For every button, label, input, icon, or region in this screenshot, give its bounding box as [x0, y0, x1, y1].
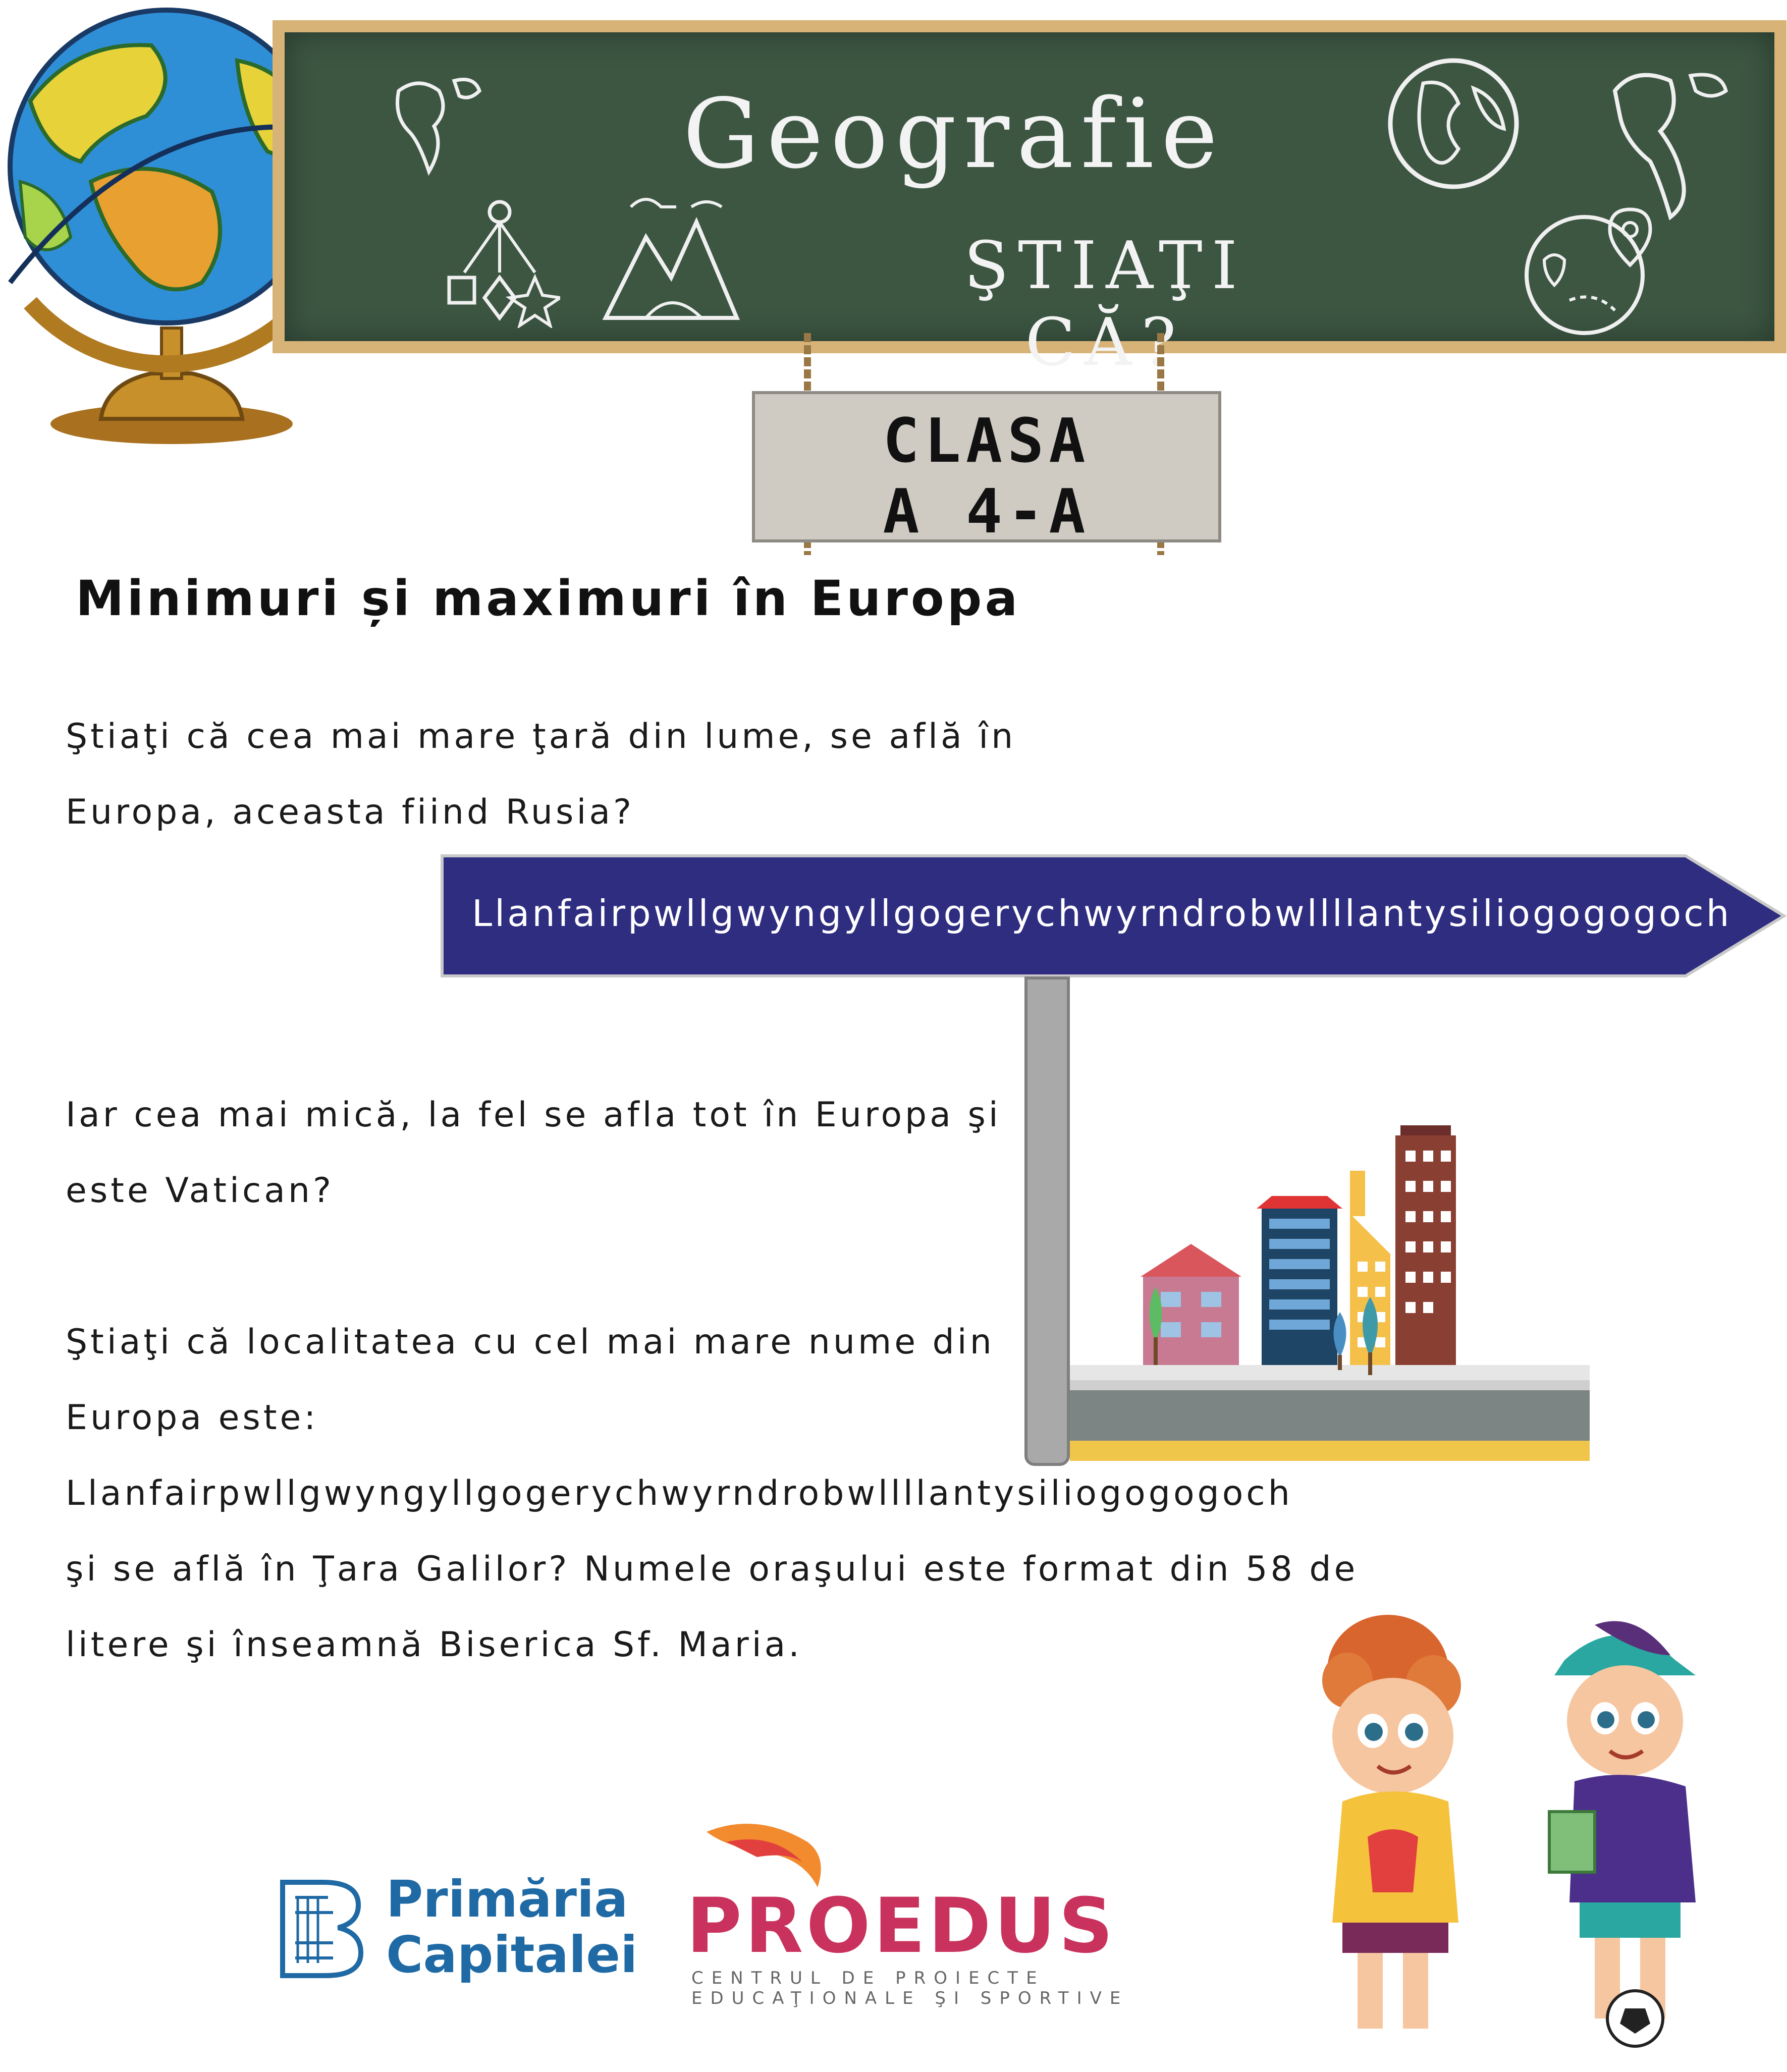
paragraph-line: litere şi înseamnă Biserica Sf. Maria.	[66, 1625, 802, 1665]
kids-illustration	[1312, 1600, 1766, 2054]
signpost-pole	[1024, 976, 1070, 1466]
mountains-icon	[601, 192, 742, 323]
class-sign-line2: A 4-A	[883, 477, 1091, 547]
paragraph-line: Europa, aceasta fiind Rusia?	[66, 792, 635, 832]
paragraph-line: Ştiaţi că cea mai mare ţară din lume, se află în	[66, 717, 1016, 756]
world-map-icon	[389, 71, 490, 182]
page-title: Geografie	[683, 78, 1225, 190]
globe-chalk-icon	[1383, 53, 1524, 194]
city-illustration	[1070, 1120, 1590, 1463]
paragraph-line: este Vatican?	[66, 1171, 335, 1211]
paragraph-line: Llanfairpwllgwyngyllgogerychwyrndrobwllllantysiliogogogoch	[66, 1474, 1293, 1513]
paragraph-line: Ştiaţi că localitatea cu cel mai mare nume din	[66, 1322, 995, 1362]
primaria-logo-icon	[278, 1877, 363, 1978]
primaria-logo-line2: Capitalei	[386, 1925, 638, 1984]
paragraph-line: şi se află în Ţara Galilor? Numele oraşului este format din 58 de	[66, 1549, 1359, 1589]
paragraph-line: Europa este:	[66, 1398, 319, 1438]
page-subtitle: ŞTIAŢI CĂ?	[964, 227, 1247, 380]
americas-map-icon	[1605, 61, 1736, 222]
section-heading: Minimuri și maximuri în Europa	[76, 570, 1021, 627]
proedus-logo: PROEDUS	[686, 1882, 1116, 1970]
proedus-tagline-line1: CENTRUL DE PROIECTE	[691, 1968, 1045, 1988]
class-sign-line1: CLASA	[883, 406, 1091, 476]
signpost-text: Llanfairpwllgwyngyllgogerychwyrndrobwllllantysiliogogogoch	[472, 892, 1732, 935]
paragraph-line: Iar cea mai mică, la fel se afla tot în Europa şi	[66, 1095, 1001, 1135]
proedus-tagline-line2: EDUCAŢIONALE ŞI SPORTIVE	[691, 1988, 1129, 2008]
proedus-flame-icon	[696, 1812, 848, 1892]
hierarchy-icon	[439, 197, 560, 328]
primaria-logo-line1: Primăria	[386, 1870, 628, 1929]
location-pin-globe-icon	[1514, 199, 1660, 341]
